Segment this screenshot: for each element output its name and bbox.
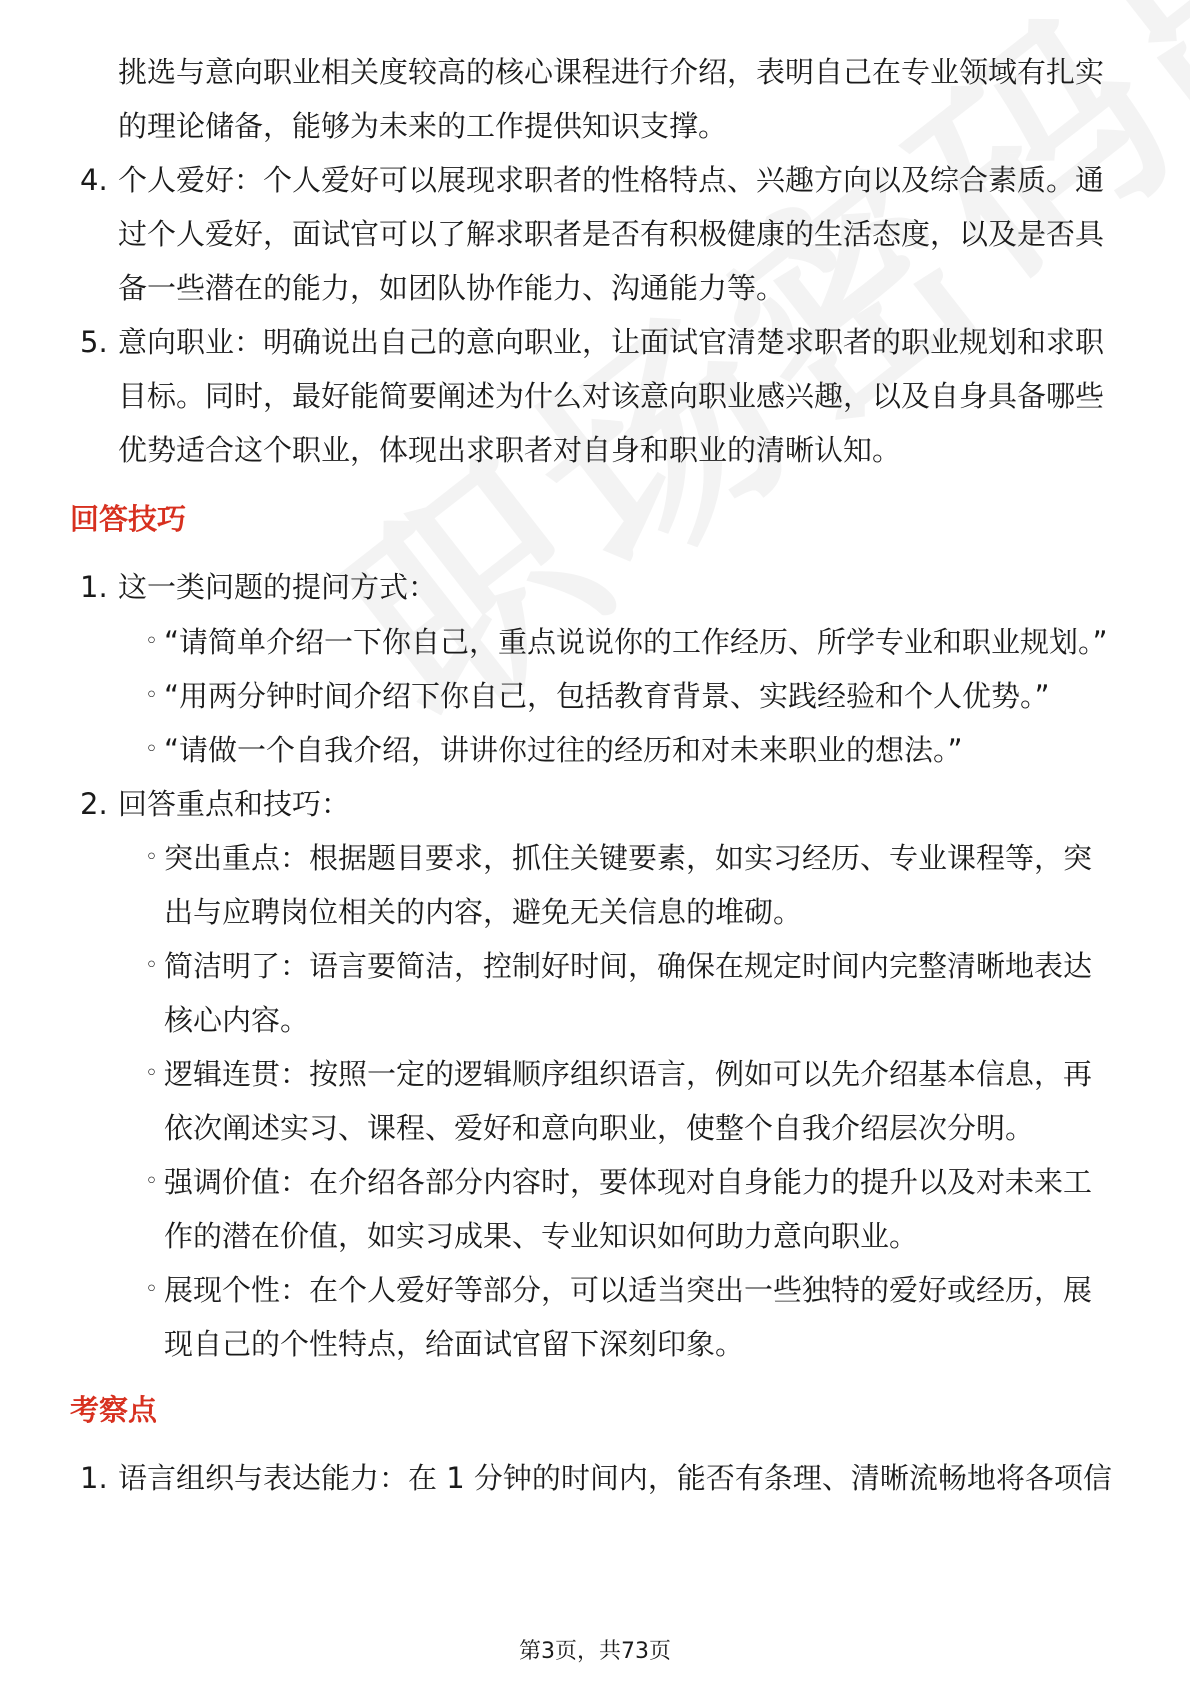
list-item-label: 这一类问题的提问方式： [118,570,438,604]
sub-item-line: “请简单介绍一下你自己，重点说说你的工作经历、所学专业和职业规划。” [164,625,1108,659]
bullet-circle: ◦ [145,683,158,708]
list-item-label: 回答重点和技巧： [118,787,351,821]
sub-item-line: 核心内容。 [164,1003,310,1037]
bullet-circle: ◦ [145,737,158,762]
list-item-line: 优势适合这个职业，体现出求职者对自身和职业的清晰认知。 [118,433,902,467]
list-number: 1. [80,570,108,604]
sub-item-line: 展现个性：在个人爱好等部分，可以适当突出一些独特的爱好或经历，展 [164,1273,1093,1307]
list-number: 1. [80,1461,108,1495]
list-item-line: 个人爱好：个人爱好可以展现求职者的性格特点、兴趣方向以及综合素质。通 [118,163,1105,197]
list-number: 5. [80,325,108,359]
list-number: 2. [80,787,108,821]
page-footer: 第3页，共73页 [519,1639,671,1664]
list-item-line: 目标。同时，最好能简要阐述为什么对该意向职业感兴趣，以及自身具备哪些 [118,379,1105,413]
bullet-circle: ◦ [145,1061,158,1086]
list-item-line: 语言组织与表达能力：在 1 分钟的时间内，能否有条理、清晰流畅地将各项信 [118,1461,1112,1495]
bullet-circle: ◦ [145,953,158,978]
sub-item-line: 突出重点：根据题目要求，抓住关键要素，如实习经历、专业课程等，突 [164,841,1093,875]
sub-item-line: 现自己的个性特点，给面试官留下深刻印象。 [164,1327,745,1361]
bullet-circle: ◦ [145,1169,158,1194]
sub-item-line: “用两分钟时间介绍下你自己，包括教育背景、实践经验和个人优势。” [164,679,1050,713]
list-item-line: 备一些潜在的能力，如团队协作能力、沟通能力等。 [118,271,786,305]
bullet-circle: ◦ [145,1277,158,1302]
section-heading: 考察点 [70,1393,158,1427]
sub-item-line: 作的潜在价值，如实习成果、专业知识如何助力意向职业。 [164,1219,919,1253]
sub-item-line: 出与应聘岗位相关的内容，避免无关信息的堆砌。 [164,895,803,929]
sub-item-line: 逻辑连贯：按照一定的逻辑顺序组织语言，例如可以先介绍基本信息，再 [164,1057,1093,1091]
list-item-line: 过个人爱好，面试官可以了解求职者是否有积极健康的生活态度，以及是否具 [118,217,1105,251]
sub-item-line: 简洁明了：语言要简洁，控制好时间，确保在规定时间内完整清晰地表达 [164,949,1093,983]
sub-item-line: 强调价值：在介绍各部分内容时，要体现对自身能力的提升以及对未来工 [164,1165,1093,1199]
list-number: 4. [80,163,108,197]
section-heading: 回答技巧 [70,502,187,536]
bullet-circle: ◦ [145,845,158,870]
sub-item-line: 依次阐述实习、课程、爱好和意向职业，使整个自我介绍层次分明。 [164,1111,1035,1145]
sub-item-line: “请做一个自我介绍，讲讲你过往的经历和对未来职业的想法。” [164,733,963,767]
paragraph-line: 挑选与意向职业相关度较高的核心课程进行介绍，表明自己在专业领域有扎实 [118,55,1105,89]
list-item-line: 意向职业：明确说出自己的意向职业，让面试官清楚求职者的职业规划和求职 [118,325,1105,359]
paragraph-line: 的理论储备，能够为未来的工作提供知识支撑。 [118,109,728,143]
bullet-circle: ◦ [145,629,158,654]
